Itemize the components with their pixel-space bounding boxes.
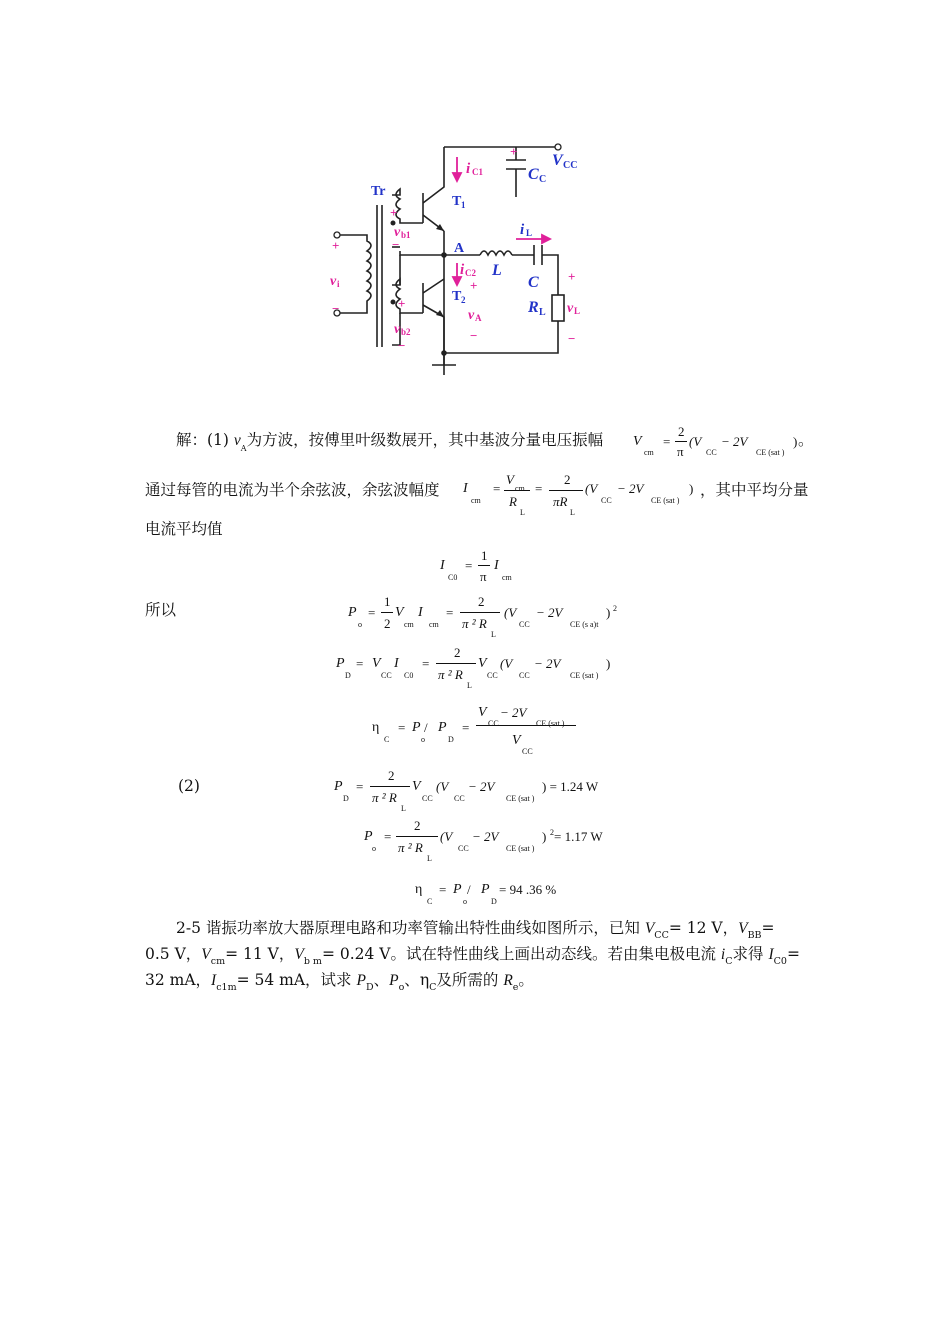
eq-power: 2 xyxy=(613,604,617,613)
var: V xyxy=(738,920,748,937)
eq-sign: = xyxy=(356,779,364,794)
eq-rhs: − 2V xyxy=(617,481,644,496)
eq-sign: = xyxy=(493,481,501,496)
eq-sub: L xyxy=(401,804,406,813)
eq-den: V xyxy=(512,733,521,748)
svg-text:+: + xyxy=(510,144,518,159)
eq-sign: = xyxy=(368,605,376,620)
var-sub: C0 xyxy=(773,956,787,967)
eq-den: 2 xyxy=(384,616,391,631)
eq-mid: P xyxy=(481,882,490,897)
svg-text:+: + xyxy=(390,205,398,220)
text: 及所需的 xyxy=(436,971,504,989)
eq-mid: V xyxy=(395,605,404,620)
eq-sub: CE (sat ) xyxy=(570,671,599,680)
eq-sign: = xyxy=(439,882,447,897)
eq-sign: = xyxy=(356,656,364,671)
svg-text:L: L xyxy=(539,307,546,318)
eq-sub: C xyxy=(427,897,433,906)
solution-line-1 xyxy=(176,430,603,453)
eq-sub: CE (sat ) xyxy=(651,496,680,505)
var: V xyxy=(201,946,211,963)
svg-text:L: L xyxy=(492,262,502,279)
eq-sub: L xyxy=(570,508,575,517)
equation-vcm xyxy=(633,424,813,464)
eq-close: ) xyxy=(542,829,547,844)
eq-rhs: V xyxy=(412,779,421,794)
text: = xyxy=(761,919,775,937)
svg-text:1: 1 xyxy=(461,200,466,210)
svg-text:−: − xyxy=(392,237,400,252)
equation-pd-value xyxy=(334,768,634,814)
solution-line-3: 电流平均值 xyxy=(145,520,223,538)
eq-sub: CE (sat ) xyxy=(756,448,785,457)
svg-text:L: L xyxy=(574,306,581,316)
eq-sub: CE (s a)t xyxy=(570,620,599,629)
svg-text:C1: C1 xyxy=(472,167,483,177)
eq-sign: = xyxy=(535,481,543,496)
fraction-bar xyxy=(396,836,438,837)
eq-rhs: I xyxy=(494,558,499,573)
eq-lhs: η xyxy=(372,720,380,735)
eq-sub: CC xyxy=(381,671,392,680)
var-sub: c1m xyxy=(216,982,237,993)
fraction-bar xyxy=(381,612,393,613)
eq-mid: I xyxy=(418,605,423,620)
eq-close: ) xyxy=(793,434,798,449)
eq-rhs: (V xyxy=(440,829,453,844)
equation-ic0 xyxy=(440,548,530,588)
equation-po-value xyxy=(364,818,634,864)
var: R xyxy=(503,972,513,989)
eq-num: 1 xyxy=(384,594,391,609)
equation-icm xyxy=(463,472,703,518)
var: V xyxy=(294,946,304,963)
eq-lhs: P xyxy=(334,779,343,794)
eq-den: π xyxy=(677,444,684,459)
svg-text:−: − xyxy=(568,331,576,346)
text: 。 xyxy=(518,971,534,989)
so-label: 所以 xyxy=(145,601,177,619)
var: P xyxy=(389,972,399,989)
fraction-bar xyxy=(370,786,410,787)
eq-sub: CE (sat ) xyxy=(506,794,535,803)
eq-close: ) xyxy=(606,656,611,671)
svg-text:C2: C2 xyxy=(465,268,476,278)
eq-sub: D xyxy=(491,897,497,906)
text: 0.5 V， xyxy=(145,945,202,963)
equation-eta-value xyxy=(415,880,595,910)
var: i xyxy=(720,946,726,963)
svg-text:C: C xyxy=(528,274,539,291)
eq-mid: V xyxy=(372,656,381,671)
eq-den: π ² R xyxy=(438,667,463,682)
eq-sub: o xyxy=(372,844,376,853)
svg-text:+: + xyxy=(332,238,340,253)
eq-sub: o xyxy=(463,897,467,906)
eq-num: 1 xyxy=(481,548,488,563)
eq-num: 2 xyxy=(478,594,485,609)
svg-text:+: + xyxy=(568,269,576,284)
eq-sub: CE (sat ) xyxy=(536,719,565,728)
eq-result: = 1.17 W xyxy=(554,829,603,844)
eq-result: = 94 .36 % xyxy=(499,882,557,897)
var-sub: D xyxy=(365,982,374,993)
var-sub: C xyxy=(429,982,437,993)
eq-mid: P xyxy=(438,720,447,735)
eq-sub: D xyxy=(345,671,351,680)
svg-text:i: i xyxy=(466,161,471,177)
fraction-bar xyxy=(549,490,583,491)
eq-num: V xyxy=(478,705,487,720)
eq-sub: CC xyxy=(454,794,465,803)
solution-text: 为方波，按傅里叶级数展开，其中基波分量电压振幅 xyxy=(246,431,604,449)
var: I xyxy=(211,972,217,989)
eq-mid: I xyxy=(394,656,399,671)
svg-text:b1: b1 xyxy=(401,230,411,240)
svg-text:C: C xyxy=(528,166,539,183)
equation-pd xyxy=(336,645,626,691)
eq-num: 2 xyxy=(414,818,421,833)
var-sub: e xyxy=(512,982,519,993)
eq-sub: CC xyxy=(458,844,469,853)
svg-text:i: i xyxy=(460,262,465,278)
eq-num: V xyxy=(506,472,514,487)
eq-slash: / xyxy=(424,720,428,735)
solution-intro: 解：(1) xyxy=(176,431,234,449)
eq-den: π ² R xyxy=(372,790,397,805)
problem-line-1 xyxy=(176,918,775,941)
var-sub: BB xyxy=(747,930,762,941)
svg-text:C: C xyxy=(539,174,547,185)
eq-rhs: − 2V xyxy=(536,605,563,620)
svg-text:2: 2 xyxy=(461,295,466,305)
eq-sub: cm xyxy=(404,620,414,629)
eq-mid: P xyxy=(453,882,462,897)
eq-sub: L xyxy=(427,854,432,863)
svg-text:v: v xyxy=(468,308,475,323)
eq-num: 2 xyxy=(564,472,571,487)
eq-den: π ² R xyxy=(398,840,423,855)
eq-rhs: (V xyxy=(500,656,513,671)
svg-text:−: − xyxy=(332,301,340,316)
eq-sub: cm xyxy=(429,620,439,629)
eq-sub: C0 xyxy=(404,671,414,680)
eq-lhs: P xyxy=(348,605,357,620)
svg-text:L: L xyxy=(526,228,533,238)
eq-sub: o xyxy=(421,735,425,744)
text: 求得 xyxy=(732,945,769,963)
eq-lhs: I xyxy=(440,558,445,573)
eq-sign: = xyxy=(446,605,454,620)
text: = 11 V， xyxy=(225,945,295,963)
eq-rhs: (V xyxy=(436,779,449,794)
var-sub: cm xyxy=(210,956,226,967)
var-sub: A xyxy=(240,444,247,453)
svg-text:A: A xyxy=(454,241,465,256)
eq-sub: D xyxy=(448,735,454,744)
eq-rhs: − 2V xyxy=(721,434,748,449)
svg-text:v: v xyxy=(330,274,337,289)
eq-rhs: − 2V xyxy=(534,656,561,671)
eq-num: − 2V xyxy=(500,705,527,720)
part-2-label: (2) xyxy=(178,777,200,795)
eq-sub: D xyxy=(343,794,349,803)
eq-den: R xyxy=(509,494,517,509)
eq-lhs: I xyxy=(463,481,468,496)
eq-lhs: V xyxy=(633,434,642,449)
eq-sign: = xyxy=(422,656,430,671)
svg-text:CC: CC xyxy=(563,160,578,171)
var: I xyxy=(768,946,774,963)
eq-sign: = xyxy=(663,434,671,449)
eq-sub: CC xyxy=(487,671,498,680)
svg-text:−: − xyxy=(398,338,406,353)
period: 。 xyxy=(798,432,814,449)
eq-sub: cm xyxy=(515,484,525,493)
eq-lhs: P xyxy=(364,829,373,844)
eq-sub: CE (sat ) xyxy=(506,844,535,853)
text: = 54 mA，试求 xyxy=(236,971,357,989)
svg-text:v: v xyxy=(394,322,401,337)
solution-line-2: 通过每管的电流为半个余弦波，余弦波幅度 xyxy=(145,481,440,499)
eq-power: 2 xyxy=(550,828,554,837)
eq-rhs: − 2V xyxy=(472,829,499,844)
solution-line-2-end: ，其中平均分量 xyxy=(700,481,809,499)
eq-sub: CC xyxy=(522,747,533,756)
text: = 12 V， xyxy=(668,919,739,937)
var: P xyxy=(356,972,366,989)
fraction-bar xyxy=(460,612,500,613)
eq-sub: C0 xyxy=(448,573,458,582)
eq-rhs: − 2V xyxy=(468,779,495,794)
eq-sub: L xyxy=(491,630,496,639)
svg-text:i: i xyxy=(337,279,340,289)
equation-eta xyxy=(372,703,592,755)
eq-sub: cm xyxy=(644,448,654,457)
problem-line-3 xyxy=(145,970,534,993)
fraction-bar xyxy=(436,663,476,664)
text: 、 xyxy=(404,971,420,989)
eq-den: π xyxy=(480,569,487,584)
svg-text:Tr: Tr xyxy=(371,184,386,199)
eq-close: ) xyxy=(689,481,694,496)
push-pull-circuit-diagram xyxy=(320,135,590,375)
eq-close: ) = 1.24 W xyxy=(542,779,599,794)
problem-line-2 xyxy=(145,944,800,967)
fraction-bar xyxy=(675,441,687,442)
var: η xyxy=(419,971,430,989)
svg-text:v: v xyxy=(394,225,401,240)
eq-sign: = xyxy=(398,720,406,735)
var: V xyxy=(644,920,655,937)
eq-rhs: (V xyxy=(504,605,517,620)
text: = xyxy=(786,945,800,963)
text: = 0.24 V。试在特性曲线上画出动态线。若由集电极电流 xyxy=(321,945,721,963)
text: 、 xyxy=(373,971,390,989)
eq-sub: cm xyxy=(471,496,481,505)
svg-text:T: T xyxy=(452,289,462,304)
eq-sign: = xyxy=(462,720,470,735)
eq-sub: L xyxy=(467,681,472,690)
eq-rhs: (V xyxy=(585,481,598,496)
svg-text:T: T xyxy=(452,194,462,209)
var-sub: C xyxy=(725,956,733,967)
eq-lhs: η xyxy=(415,882,423,897)
eq-sub: C xyxy=(384,735,390,744)
var-sub: b m xyxy=(303,956,322,967)
eq-sub: CC xyxy=(422,794,433,803)
svg-text:R: R xyxy=(528,299,539,316)
eq-sub: CC xyxy=(601,496,612,505)
text: 32 mA， xyxy=(145,971,212,989)
svg-text:−: − xyxy=(470,328,478,343)
svg-text:i: i xyxy=(520,222,525,238)
equation-po xyxy=(348,594,628,640)
eq-sub: L xyxy=(520,508,525,517)
svg-text:+: + xyxy=(470,278,478,293)
eq-slash: / xyxy=(467,882,471,897)
eq-num: 2 xyxy=(454,645,461,660)
text: 2-5 谐振功率放大器原理电路和功率管输出特性曲线如图所示，已知 xyxy=(176,919,645,937)
eq-lhs: P xyxy=(336,656,345,671)
fraction-bar xyxy=(504,490,530,491)
eq-mid: P xyxy=(412,720,421,735)
var-v: v xyxy=(233,432,241,449)
eq-sign: = xyxy=(465,558,473,573)
svg-text:V: V xyxy=(552,152,563,169)
eq-rhs: V xyxy=(478,656,487,671)
eq-sub: CC xyxy=(519,671,530,680)
eq-den: π ² R xyxy=(462,616,487,631)
fraction-bar xyxy=(476,725,576,726)
eq-close: ) xyxy=(606,605,611,620)
svg-text:A: A xyxy=(475,313,482,323)
eq-den: πR xyxy=(553,494,568,509)
svg-text:v: v xyxy=(567,301,574,316)
eq-sub: CC xyxy=(519,620,530,629)
eq-rhs: (V xyxy=(689,434,702,449)
eq-num: 2 xyxy=(678,424,685,439)
eq-num: 2 xyxy=(388,768,395,783)
svg-text:b2: b2 xyxy=(401,327,411,337)
fraction-bar xyxy=(478,565,490,566)
svg-text:+: + xyxy=(398,296,406,311)
var-sub: CC xyxy=(654,930,669,941)
eq-sub: CC xyxy=(706,448,717,457)
eq-sub: cm xyxy=(502,573,512,582)
eq-sub: o xyxy=(358,620,362,629)
eq-sign: = xyxy=(384,829,392,844)
eq-sub: CC xyxy=(488,719,499,728)
var-sub: o xyxy=(398,982,405,993)
